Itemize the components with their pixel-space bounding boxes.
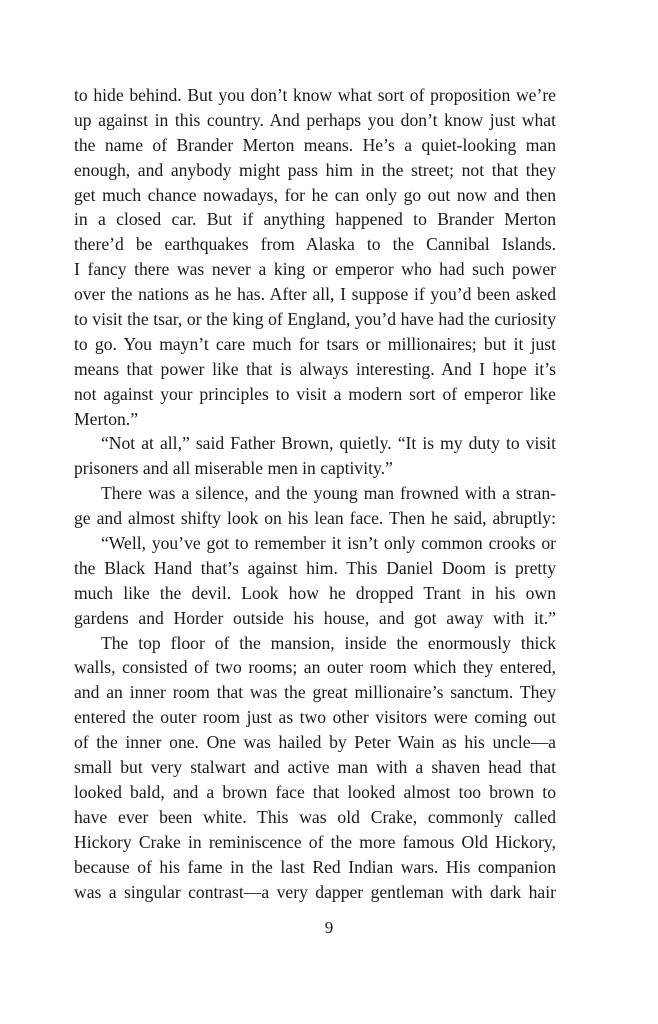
- text-line: the name of Brander Merton means. He’s a quiet-looking man: [74, 134, 556, 155]
- text-line: gardens and Horder outside his house, and got away with it.”: [74, 607, 556, 628]
- text-line: walls, consisted of two rooms; an outer room which they entered,: [74, 657, 556, 678]
- page-number: 9: [324, 918, 334, 937]
- text-line: much like the devil. Look how he dropped Trant in his own: [74, 582, 556, 603]
- text-line: because of his fame in the last Red Indian wars. His companion: [74, 856, 556, 877]
- text-line: to go. You mayn’t care much for tsars or millionaires; but it just: [74, 333, 556, 354]
- text-line: entered the outer room just as two other visitors were coming out: [74, 707, 556, 728]
- text-line: looked bald, and a brown face that looked almost too brown to: [74, 781, 556, 802]
- text-line: means that power like that is always interesting. And I hope it’s: [74, 358, 556, 379]
- text-line: small but very stalwart and active man with a shaven head that: [74, 757, 556, 778]
- text-line: “Well, you’ve got to remember it isn’t only common crooks or: [101, 533, 556, 554]
- text-line: was a singular contrast—a very dapper gentleman with dark hair: [74, 881, 556, 902]
- text-line: Hickory Crake in reminiscence of the more famous Old Hickory,: [74, 831, 556, 852]
- text-line: The top floor of the mansion, inside the enormously thick: [101, 632, 556, 653]
- text-line: enough, and anybody might pass him in the street; not that they: [74, 159, 556, 180]
- body-text: [74, 83, 556, 904]
- text-line: of the inner one. One was hailed by Peter Wain as his uncle—a: [74, 732, 556, 753]
- text-line: There was a silence, and the young man frowned with a stran-: [101, 483, 556, 504]
- text-line: the Black Hand that’s against him. This Daniel Doom is pretty: [74, 557, 556, 578]
- text-line: not against your principles to visit a modern sort of emperor like: [74, 383, 556, 404]
- text-line: Merton.”: [74, 408, 139, 429]
- text-line: I fancy there was never a king or emperor who had such power: [74, 259, 556, 280]
- text-line: “Not at all,” said Father Brown, quietly. “It is my duty to visit: [101, 433, 556, 454]
- text-line: over the nations as he has. After all, I suppose if you’d been asked: [74, 284, 556, 305]
- text-line: and an inner room that was the great millionaire’s sanctum. They: [74, 682, 556, 703]
- text-line: to hide behind. But you don’t know what sort of proposition we’re: [74, 85, 556, 105]
- text-line: get much chance nowadays, for he can only go out now and then: [74, 184, 556, 205]
- text-line: there’d be earthquakes from Alaska to the Cannibal Islands.: [74, 234, 556, 255]
- text-line: up against in this country. And perhaps you don’t know just what: [74, 109, 556, 130]
- text-line: prisoners and all miserable men in captivity.”: [74, 458, 393, 479]
- text-line: to visit the tsar, or the king of England, you’d have had the curiosity: [74, 309, 556, 330]
- text-line: ge and almost shifty look on his lean face. Then he said, abruptly:: [74, 508, 556, 529]
- text-line: in a closed car. But if anything happened to Brander Merton: [74, 209, 556, 230]
- text-line: have ever been white. This was old Crake, commonly called: [74, 806, 556, 827]
